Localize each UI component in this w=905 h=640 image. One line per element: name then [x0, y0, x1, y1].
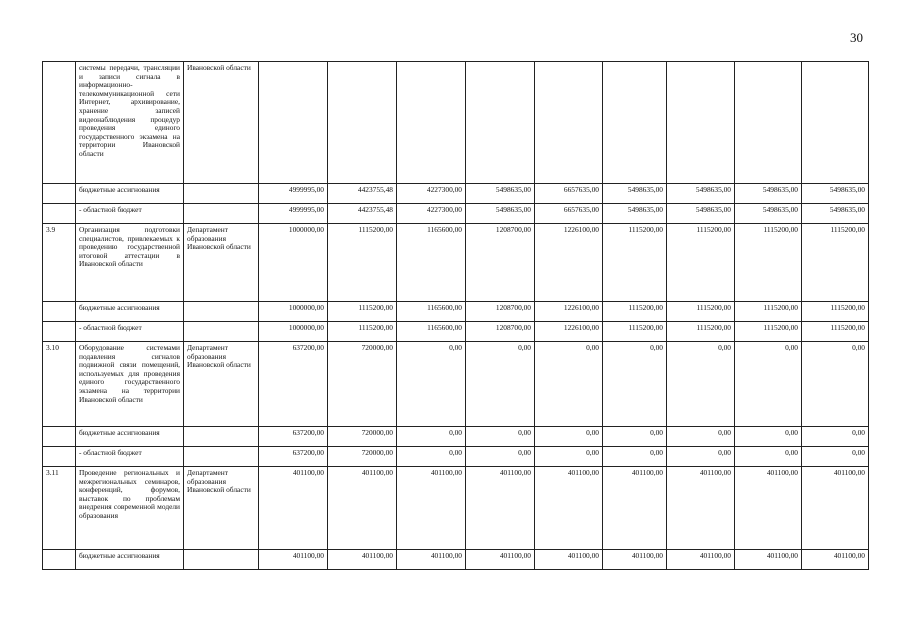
amount-cell: 0,00	[397, 447, 466, 467]
row-executor-cell: Департамент образования Ивановской области	[184, 342, 259, 427]
amount-cell: 1115200,00	[667, 322, 735, 342]
amount-cell: 0,00	[735, 342, 802, 427]
row-executor-cell	[184, 447, 259, 467]
amount-cell: 1115200,00	[603, 224, 667, 302]
table-row	[43, 204, 869, 224]
amount-cell: 1208700,00	[466, 322, 535, 342]
amount-cell: 401100,00	[667, 550, 735, 570]
row-description-cell: бюджетные ассигнования	[76, 302, 184, 322]
amount-cell: 0,00	[667, 447, 735, 467]
page-number: 30	[850, 30, 863, 45]
row-description-cell: бюджетные ассигнования	[76, 550, 184, 570]
amount-cell: 401100,00	[735, 467, 802, 550]
amount-cell: 0,00	[735, 427, 802, 447]
amount-cell: 401100,00	[466, 467, 535, 550]
amount-cell: 1208700,00	[466, 302, 535, 322]
amount-cell: 1165600,00	[397, 224, 466, 302]
amount-cell: 5498635,00	[667, 204, 735, 224]
amount-cell	[802, 62, 869, 184]
amount-cell: 1115200,00	[735, 302, 802, 322]
amount-cell: 401100,00	[802, 467, 869, 550]
amount-cell: 4423755,48	[328, 184, 397, 204]
amount-cell: 401100,00	[802, 550, 869, 570]
amount-cell: 6657635,00	[535, 184, 603, 204]
amount-cell: 5498635,00	[603, 204, 667, 224]
amount-cell: 401100,00	[259, 550, 328, 570]
amount-cell: 4227300,00	[397, 184, 466, 204]
amount-cell: 5498635,00	[735, 204, 802, 224]
row-executor-cell: Департамент образования Ивановской области	[184, 224, 259, 302]
amount-cell: 5498635,00	[802, 184, 869, 204]
amount-cell: 4999995,00	[259, 204, 328, 224]
amount-cell: 637200,00	[259, 427, 328, 447]
amount-cell: 1115200,00	[328, 302, 397, 322]
amount-cell: 401100,00	[328, 550, 397, 570]
row-executor-cell	[184, 550, 259, 570]
amount-cell: 0,00	[535, 342, 603, 427]
amount-cell: 0,00	[802, 342, 869, 427]
table-body	[43, 62, 869, 570]
table-row	[43, 550, 869, 570]
amount-cell: 401100,00	[603, 550, 667, 570]
table-row	[43, 467, 869, 550]
row-code-cell: 3.10	[43, 342, 76, 427]
amount-cell: 401100,00	[328, 467, 397, 550]
amount-cell	[397, 62, 466, 184]
amount-cell	[603, 62, 667, 184]
row-executor-cell: Ивановской области	[184, 62, 259, 184]
amount-cell: 1115200,00	[603, 322, 667, 342]
amount-cell	[735, 62, 802, 184]
row-description-cell: бюджетные ассигнования	[76, 184, 184, 204]
amount-cell: 1115200,00	[328, 224, 397, 302]
amount-cell: 401100,00	[397, 467, 466, 550]
table-row	[43, 224, 869, 302]
amount-cell: 1208700,00	[466, 224, 535, 302]
row-executor-cell: Департамент образования Ивановской области	[184, 467, 259, 550]
row-description-cell: Проведение региональных и межрегиональных семинаров, конференций, форумов, выставок по проблемам внедрения современной модели образования	[76, 467, 184, 550]
amount-cell: 1115200,00	[735, 322, 802, 342]
row-code-cell	[43, 62, 76, 184]
amount-cell: 5498635,00	[735, 184, 802, 204]
row-code-cell	[43, 427, 76, 447]
amount-cell: 0,00	[535, 427, 603, 447]
amount-cell: 5498635,00	[603, 184, 667, 204]
amount-cell: 0,00	[603, 447, 667, 467]
row-executor-cell	[184, 427, 259, 447]
row-code-cell	[43, 550, 76, 570]
amount-cell: 5498635,00	[802, 204, 869, 224]
row-description-cell: бюджетные ассигнования	[76, 427, 184, 447]
table-row	[43, 62, 869, 184]
amount-cell: 1115200,00	[802, 224, 869, 302]
amount-cell: 1115200,00	[667, 224, 735, 302]
row-executor-cell	[184, 184, 259, 204]
amount-cell	[466, 62, 535, 184]
row-description-cell: - областной бюджет	[76, 322, 184, 342]
amount-cell: 0,00	[667, 427, 735, 447]
amount-cell: 401100,00	[735, 550, 802, 570]
amount-cell: 5498635,00	[466, 184, 535, 204]
table-row	[43, 427, 869, 447]
row-code-cell	[43, 204, 76, 224]
amount-cell	[328, 62, 397, 184]
amount-cell: 720000,00	[328, 447, 397, 467]
amount-cell	[667, 62, 735, 184]
amount-cell: 637200,00	[259, 447, 328, 467]
amount-cell: 0,00	[466, 427, 535, 447]
amount-cell: 0,00	[397, 342, 466, 427]
amount-cell: 1165600,00	[397, 322, 466, 342]
amount-cell: 1226100,00	[535, 322, 603, 342]
table-row	[43, 447, 869, 467]
amount-cell: 1226100,00	[535, 302, 603, 322]
amount-cell: 6657635,00	[535, 204, 603, 224]
amount-cell: 0,00	[603, 342, 667, 427]
amount-cell: 401100,00	[667, 467, 735, 550]
amount-cell: 0,00	[735, 447, 802, 467]
amount-cell: 1115200,00	[802, 322, 869, 342]
amount-cell: 0,00	[802, 447, 869, 467]
amount-cell	[535, 62, 603, 184]
amount-cell: 720000,00	[328, 427, 397, 447]
row-executor-cell	[184, 204, 259, 224]
row-code-cell: 3.9	[43, 224, 76, 302]
table-row	[43, 342, 869, 427]
amount-cell: 1000000,00	[259, 322, 328, 342]
row-code-cell	[43, 184, 76, 204]
table-row	[43, 302, 869, 322]
amount-cell: 720000,00	[328, 342, 397, 427]
amount-cell: 1115200,00	[735, 224, 802, 302]
amount-cell: 1000000,00	[259, 224, 328, 302]
table-row	[43, 184, 869, 204]
row-description-cell: - областной бюджет	[76, 204, 184, 224]
amount-cell: 401100,00	[466, 550, 535, 570]
row-executor-cell	[184, 302, 259, 322]
row-description-cell: системы передачи, трансляции и записи сигнала в информационно-телекоммуникационной сети Интернет, архивирование, хранение записей видеонаблюдения процедур проведения единого государственного экзамена на территории Ивановской области	[76, 62, 184, 184]
amount-cell: 1165600,00	[397, 302, 466, 322]
amount-cell: 1115200,00	[802, 302, 869, 322]
amount-cell: 1115200,00	[328, 322, 397, 342]
amount-cell	[259, 62, 328, 184]
amount-cell: 0,00	[667, 342, 735, 427]
amount-cell: 0,00	[466, 342, 535, 427]
amount-cell: 4423755,48	[328, 204, 397, 224]
amount-cell: 1115200,00	[667, 302, 735, 322]
amount-cell: 1115200,00	[603, 302, 667, 322]
amount-cell: 0,00	[603, 427, 667, 447]
amount-cell: 401100,00	[535, 467, 603, 550]
amount-cell: 0,00	[397, 427, 466, 447]
amount-cell: 4999995,00	[259, 184, 328, 204]
row-description-cell: Оборудование системами подавления сигналов подвижной связи помещений, используемых для проведения единого государственного экзамена на территории Ивановской области	[76, 342, 184, 427]
row-description-cell: - областной бюджет	[76, 447, 184, 467]
row-code-cell: 3.11	[43, 467, 76, 550]
amount-cell: 4227300,00	[397, 204, 466, 224]
amount-cell: 1000000,00	[259, 302, 328, 322]
amount-cell: 401100,00	[603, 467, 667, 550]
row-code-cell	[43, 322, 76, 342]
amount-cell: 401100,00	[259, 467, 328, 550]
amount-cell: 0,00	[802, 427, 869, 447]
amount-cell: 5498635,00	[466, 204, 535, 224]
amount-cell: 0,00	[466, 447, 535, 467]
amount-cell: 0,00	[535, 447, 603, 467]
row-executor-cell	[184, 322, 259, 342]
budget-table	[42, 61, 869, 570]
amount-cell: 401100,00	[535, 550, 603, 570]
amount-cell: 1226100,00	[535, 224, 603, 302]
amount-cell: 637200,00	[259, 342, 328, 427]
row-code-cell	[43, 302, 76, 322]
table-row	[43, 322, 869, 342]
row-code-cell	[43, 447, 76, 467]
row-description-cell: Организация подготовки специалистов, привлекаемых к проведению государственной итоговой аттестации в Ивановской области	[76, 224, 184, 302]
amount-cell: 401100,00	[397, 550, 466, 570]
amount-cell: 5498635,00	[667, 184, 735, 204]
